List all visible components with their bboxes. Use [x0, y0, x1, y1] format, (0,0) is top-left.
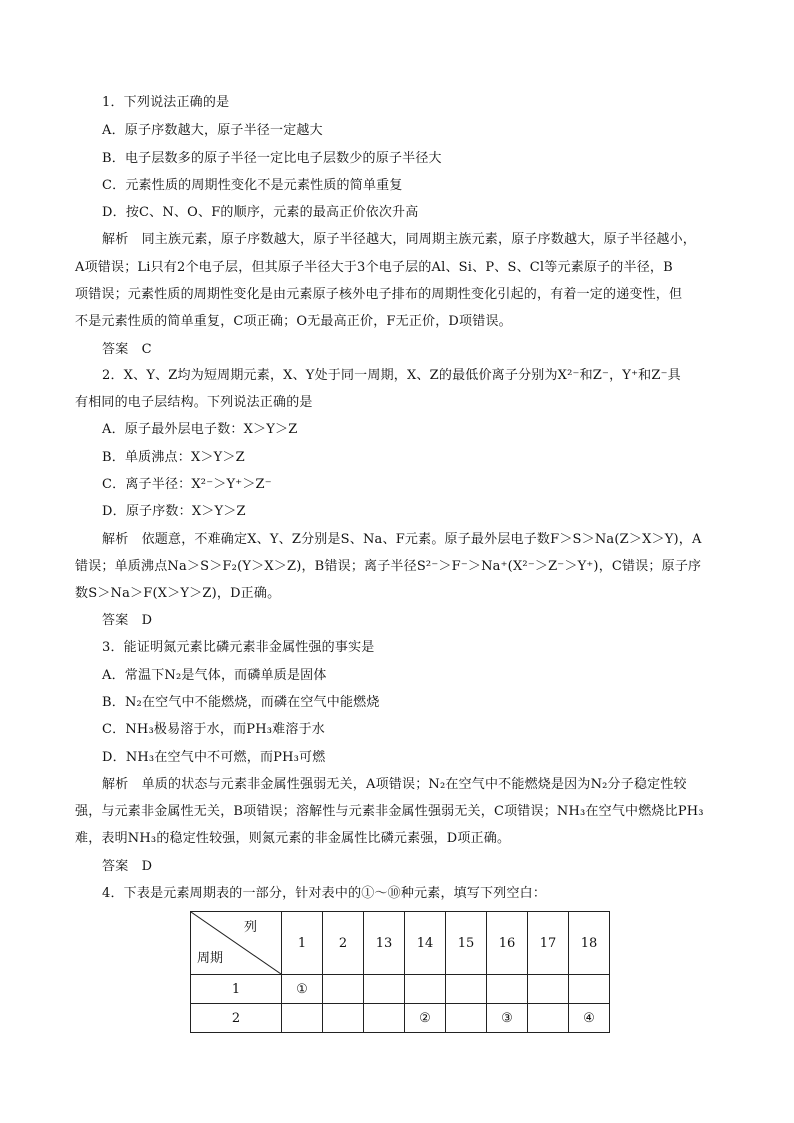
- table-cell: [446, 975, 487, 1004]
- q1-option-b: B．电子层数多的原子半径一定比电子层数少的原子半径大: [102, 151, 442, 166]
- q2-answer: 答案 D: [102, 613, 153, 628]
- q2-option-d: D．原子序数：X＞Y＞Z: [102, 504, 246, 519]
- q1-option-a: A．原子序数越大，原子半径一定越大: [102, 123, 323, 138]
- column-header: 1: [282, 912, 323, 975]
- table-header-row: [191, 912, 610, 975]
- q3-explanation-line: 强，与元素非金属性无关，B项错误；溶解性与元素非金属性强弱无关，C项错误；NH₃在空气中燃烧比PH₃: [75, 804, 704, 819]
- period-cell: 2: [191, 1004, 282, 1033]
- column-header: 17: [528, 912, 569, 975]
- table-cell: [569, 975, 610, 1004]
- row-header-label: 周期: [197, 951, 224, 966]
- table-cell: [364, 975, 405, 1004]
- q1-explanation-line: 不是元素性质的简单重复，C项正确；O无最高正价，F无正价，D项错误。: [75, 314, 512, 329]
- q2-option-c: C．离子半径：X²⁻＞Y⁺＞Z⁻: [102, 477, 272, 492]
- table-cell: [364, 1004, 405, 1033]
- q3-explanation-line: 难，表明NH₃的稳定性较强，则氮元素的非金属性比磷元素强，D项正确。: [75, 831, 511, 846]
- q2-explanation-line: 错误；单质沸点Na＞S＞F₂(Y＞X＞Z)，B错误；离子半径S²⁻＞F⁻＞Na⁺(X²⁻＞Z⁻＞Y⁺)，C错误；原子序: [75, 559, 702, 574]
- table-cell: ③: [487, 1004, 528, 1033]
- q2-stem: 2．X、Y、Z均为短周期元素，X、Y处于同一周期，X、Z的最低价离子分别为X²⁻和Z⁻，Y⁺和Z⁻具: [102, 368, 681, 383]
- q1-explanation-line: A项错误；Li只有2个电子层，但其原子半径大于3个电子层的Al、Si、P、S、Cl等元素原子的半径，B: [75, 260, 673, 275]
- q2-explanation-line: 解析 依题意，不难确定X、Y、Z分别是S、Na、F元素。原子最外层电子数F＞S＞Na(Z＞X＞Y)，A: [102, 532, 702, 547]
- table-row: [191, 1004, 610, 1033]
- column-header: 18: [569, 912, 610, 975]
- q3-option-c: C．NH₃极易溶于水，而PH₃难溶于水: [102, 722, 325, 737]
- q3-stem: 3．能证明氮元素比磷元素非金属性强的事实是: [102, 640, 375, 655]
- q1-stem: 1．下列说法正确的是: [102, 95, 230, 110]
- q1-answer: 答案 C: [102, 342, 152, 357]
- q1-explanation-line: 项错误；元素性质的周期性变化是由元素原子核外电子排布的周期性变化引起的，有着一定的递变性，但: [75, 287, 683, 302]
- table-cell: ④: [569, 1004, 610, 1033]
- q1-explanation-line: 解析 同主族元素，原子序数越大，原子半径越大，同周期主族元素，原子序数越大，原子半径越小，: [102, 232, 697, 247]
- q3-explanation-line: 解析 单质的状态与元素非金属性强弱无关，A项错误；N₂在空气中不能燃烧是因为N₂分子稳定性较: [102, 777, 687, 792]
- q4-stem: 4．下表是元素周期表的一部分，针对表中的①～⑩种元素，填写下列空白：: [102, 886, 547, 901]
- table-cell: [528, 975, 569, 1004]
- table-row: [191, 975, 610, 1004]
- q3-option-b: B．N₂在空气中不能燃烧，而磷在空气中能燃烧: [102, 695, 380, 710]
- q1-option-c: C．元素性质的周期性变化不是元素性质的简单重复: [102, 178, 403, 193]
- table-cell: ②: [405, 1004, 446, 1033]
- q2-option-a: A．原子最外层电子数：X＞Y＞Z: [102, 422, 298, 437]
- table-cell: [323, 975, 364, 1004]
- q3-answer: 答案 D: [102, 859, 153, 874]
- q2-explanation-line: 数S＞Na＞F(X＞Y＞Z)，D正确。: [75, 586, 281, 601]
- column-header: 13: [364, 912, 405, 975]
- q2-stem-continued: 有相同的电子层结构。下列说法正确的是: [75, 395, 313, 410]
- table-cell: ①: [282, 975, 323, 1004]
- table-cell: [282, 1004, 323, 1033]
- column-header: 2: [323, 912, 364, 975]
- period-cell: 1: [191, 975, 282, 1004]
- table-cell: [446, 1004, 487, 1033]
- table-cell: [405, 975, 446, 1004]
- column-header-label: 列: [243, 920, 257, 935]
- table-corner-cell: [191, 912, 282, 975]
- table-cell: [323, 1004, 364, 1033]
- q3-option-d: D．NH₃在空气中不可燃，而PH₃可燃: [102, 750, 326, 765]
- column-header: 15: [446, 912, 487, 975]
- column-header: 14: [405, 912, 446, 975]
- q1-option-d: D．按C、N、O、F的顺序，元素的最高正价依次升高: [102, 205, 419, 220]
- table-cell: [487, 975, 528, 1004]
- periodic-table-excerpt: [190, 911, 610, 1033]
- table-cell: [528, 1004, 569, 1033]
- column-header: 16: [487, 912, 528, 975]
- q2-option-b: B．单质沸点：X＞Y＞Z: [102, 450, 245, 465]
- q3-option-a: A．常温下N₂是气体，而磷单质是固体: [102, 668, 327, 683]
